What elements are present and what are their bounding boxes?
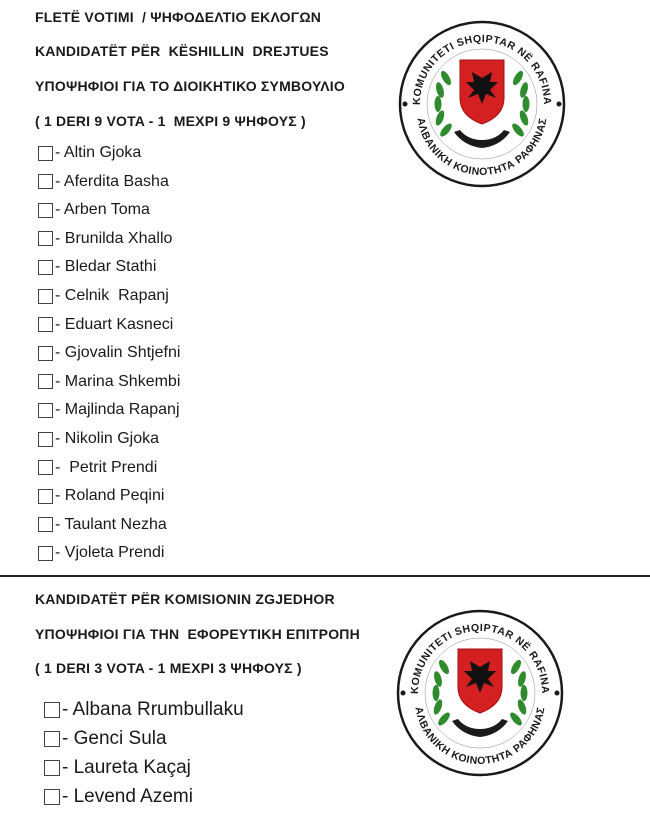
candidate-name: - Brunilda Xhallo: [55, 229, 173, 247]
svg-text:ΑΛΒΑΝΙΚΗ ΚΟΙΝΟΤΗΤΑ ΡΑΦΗΝΑΣ: ΑΛΒΑΝΙΚΗ ΚΟΙΝΟΤΗΤΑ ΡΑΦΗΝΑΣ: [412, 705, 548, 768]
candidate-option[interactable]: [38, 371, 180, 393]
council-vote-rule: ( 1 DERI 9 VOTA - 1 ΜΕΧΡΙ 9 ΨΗΦΟΥΣ ): [35, 113, 306, 129]
candidate-option[interactable]: [38, 142, 141, 164]
checkbox[interactable]: [38, 231, 53, 246]
candidate-option[interactable]: [38, 485, 164, 507]
checkbox[interactable]: [38, 260, 53, 275]
candidate-option[interactable]: [38, 457, 157, 479]
candidate-option[interactable]: [38, 542, 164, 564]
candidate-option[interactable]: [38, 342, 180, 364]
checkbox[interactable]: [38, 460, 53, 475]
commission-heading-al: KANDIDATËT PËR KOMISIONIN ZGJEDHOR: [35, 591, 335, 607]
section-divider: [0, 575, 650, 577]
checkbox[interactable]: [38, 546, 53, 561]
checkbox[interactable]: [38, 317, 53, 332]
checkbox[interactable]: [38, 203, 53, 218]
candidate-option[interactable]: [38, 399, 180, 421]
checkbox[interactable]: [38, 517, 53, 532]
checkbox[interactable]: [38, 432, 53, 447]
checkbox[interactable]: [38, 374, 53, 389]
candidate-option[interactable]: [44, 756, 191, 780]
candidate-name: - Vjoleta Prendi: [55, 544, 165, 562]
candidate-name: - Laureta Kaçaj: [62, 757, 191, 778]
community-logo-2: [396, 609, 564, 777]
checkbox[interactable]: [38, 489, 53, 504]
community-emblem-icon: [398, 20, 566, 188]
candidate-option[interactable]: [38, 314, 173, 336]
candidate-name: - Aferdita Basha: [55, 172, 169, 190]
candidate-option[interactable]: [44, 727, 167, 751]
checkbox[interactable]: [44, 702, 60, 718]
candidate-name: - Roland Peqini: [55, 487, 165, 505]
svg-text:KOMUNITETI SHQIPTAR NË RAFINA: KOMUNITETI SHQIPTAR NË RAFINA: [410, 32, 554, 106]
candidate-option[interactable]: [38, 285, 169, 307]
council-heading-al: KANDIDATËT PËR KËSHILLIN DREJTUES: [35, 43, 329, 59]
candidate-option[interactable]: [44, 698, 244, 722]
commission-vote-rule: ( 1 DERI 3 VOTA - 1 ΜΕΧΡΙ 3 ΨΗΦΟΥΣ ): [35, 660, 302, 676]
checkbox[interactable]: [44, 731, 60, 747]
candidate-option[interactable]: [38, 428, 159, 450]
checkbox[interactable]: [44, 760, 60, 776]
candidate-name: - Taulant Nezha: [55, 515, 167, 533]
commission-heading-gr: ΥΠΟΨΗΦΙΟΙ ΓΙΑ ΤΗΝ ΕΦΟΡΕΥΤΙΚΗ ΕΠΙΤΡΟΠΗ: [35, 626, 360, 642]
candidate-name: - Genci Sula: [62, 728, 167, 749]
council-heading-gr: ΥΠΟΨΗΦΙΟΙ ΓΙΑ ΤΟ ΔΙΟΙΚΗΤΙΚΟ ΣΥΜΒΟΥΛΙΟ: [35, 78, 345, 94]
candidate-name: - Majlinda Rapanj: [55, 401, 180, 419]
ballot-title: FLETË VOTIMI / ΨΗΦΟΔΕΛΤΙΟ ΕΚΛΟΓΩΝ: [35, 9, 322, 25]
candidate-name: - Nikolin Gjoka: [55, 430, 160, 447]
candidate-name: - Gjovalin Shtjefni: [55, 344, 181, 362]
candidate-option[interactable]: [38, 171, 169, 193]
candidate-option[interactable]: [38, 228, 172, 250]
candidate-name: - Celnik Rapanj: [55, 287, 169, 304]
candidate-name: - Eduart Kasneci: [55, 315, 174, 333]
candidate-name: - Petrit Prendi: [55, 458, 158, 476]
checkbox[interactable]: [44, 789, 60, 805]
checkbox[interactable]: [38, 403, 53, 418]
checkbox[interactable]: [38, 289, 53, 304]
community-logo: [398, 20, 566, 188]
checkbox[interactable]: [38, 346, 53, 361]
checkbox[interactable]: [38, 146, 53, 161]
candidate-name: - Altin Gjoka: [55, 144, 142, 161]
checkbox[interactable]: [38, 174, 53, 189]
svg-text:KOMUNITETI SHQIPTAR NË RAFINA: KOMUNITETI SHQIPTAR NË RAFINA: [408, 621, 552, 695]
candidate-name: - Levend Azemi: [62, 786, 193, 807]
candidate-name: - Marina Shkembi: [55, 372, 181, 390]
candidate-option[interactable]: [38, 199, 150, 221]
candidate-name: - Bledar Stathi: [55, 258, 157, 276]
candidate-option[interactable]: [38, 514, 167, 536]
candidate-name: - Arben Toma: [55, 201, 150, 219]
candidate-option[interactable]: [38, 256, 156, 278]
svg-text:ΑΛΒΑΝΙΚΗ ΚΟΙΝΟΤΗΤΑ ΡΑΦΗΝΑΣ: ΑΛΒΑΝΙΚΗ ΚΟΙΝΟΤΗΤΑ ΡΑΦΗΝΑΣ: [414, 116, 550, 179]
community-emblem-icon: [396, 609, 564, 777]
candidate-name: - Albana Rrumbullaku: [62, 699, 244, 720]
candidate-option[interactable]: [44, 785, 193, 809]
